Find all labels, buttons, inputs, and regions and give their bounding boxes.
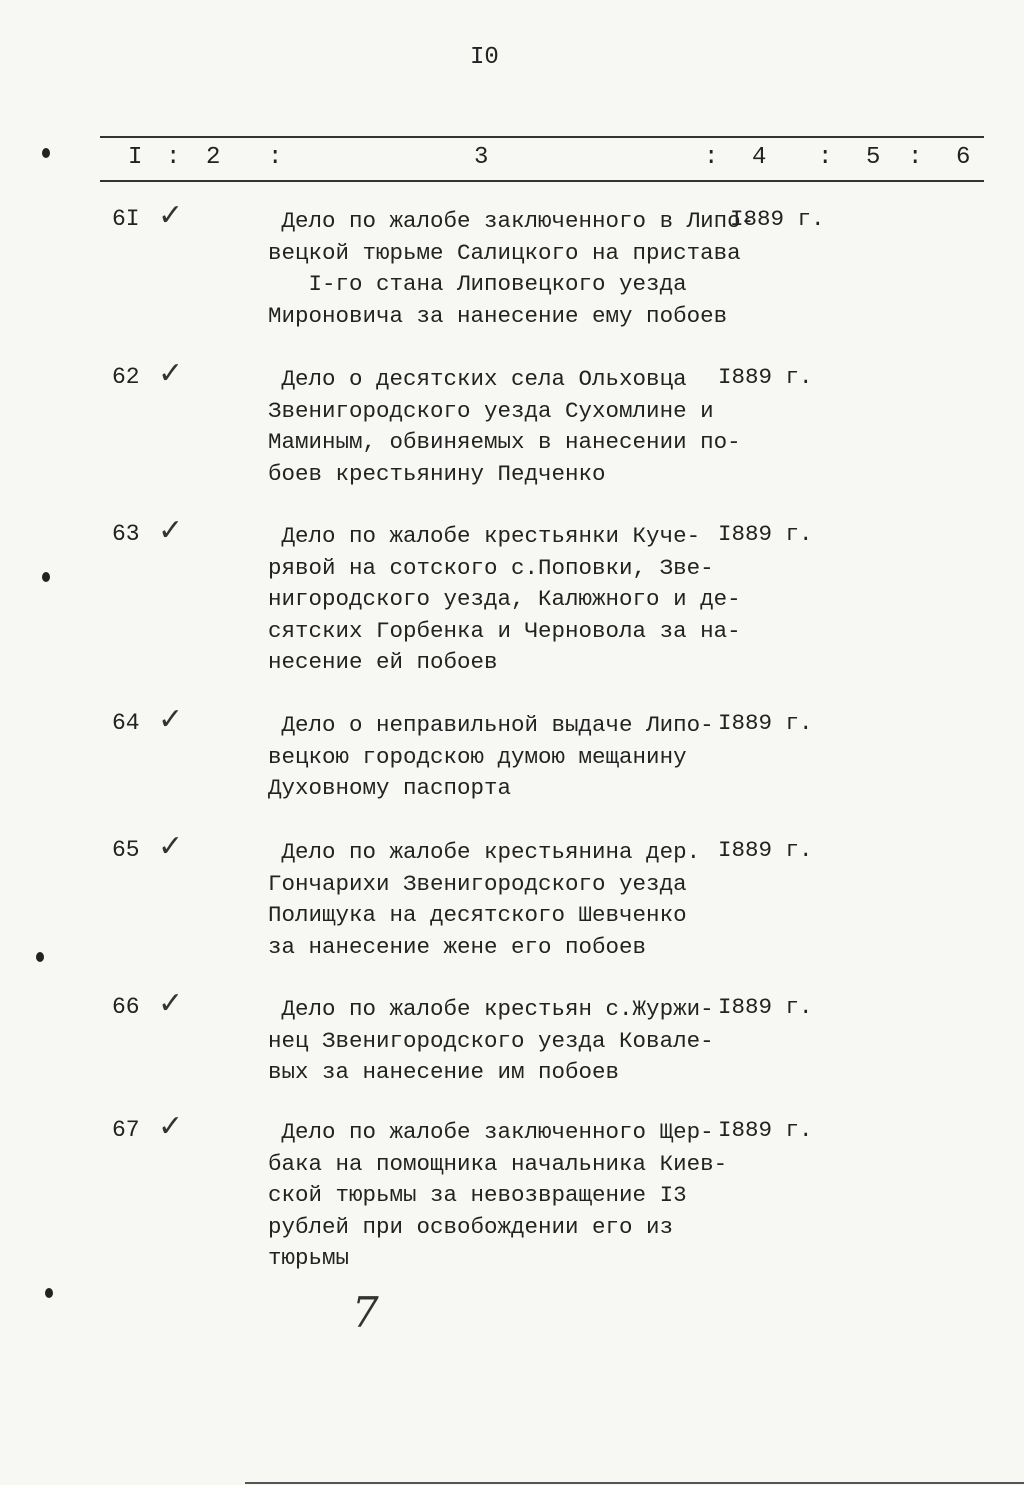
column-separator: : (704, 144, 719, 171)
case-description (268, 710, 714, 805)
description-line: тюрьмы (268, 1245, 350, 1271)
checkmark-icon: ✓ (158, 356, 184, 391)
case-description (268, 994, 714, 1089)
checkmark-icon: ✓ (158, 986, 184, 1021)
handwritten-mark: 7 (352, 1288, 379, 1337)
case-description (268, 521, 741, 679)
case-year: I889 г. (718, 1117, 813, 1143)
description-line: Звенигородского уезда Сухомлине и (268, 397, 714, 424)
description-line: Дело о неправильной выдаче Липо- (268, 712, 714, 738)
description-line: Дело по жалобе крестьянина дер. (268, 839, 701, 865)
case-year: I889 г. (718, 994, 813, 1020)
description-line: Дело по жалобе заключенного Щер- (268, 1119, 714, 1145)
column-header-6: 6 (956, 144, 971, 171)
case-number: 67 (112, 1117, 140, 1143)
description-line: нец Звенигородского уезда Ковале- (268, 1027, 714, 1054)
description-line: ской тюрьмы за невозвращение I3 (268, 1182, 687, 1208)
table-header-top-rule (100, 136, 984, 138)
column-separator: : (818, 144, 833, 171)
description-line: Дело по жалобе крестьянки Куче- (268, 523, 701, 549)
checkmark-icon: ✓ (158, 1109, 184, 1144)
checkmark-icon: ✓ (158, 829, 184, 864)
punch-hole-icon (45, 1288, 53, 1298)
column-header-2: 2 (206, 144, 221, 171)
description-line: за нанесение жене его побоев (268, 933, 647, 960)
description-line: Мироновича за нанесение ему побоев (268, 302, 728, 329)
description-line: сятских Горбенка и Черновола за на- (268, 617, 741, 644)
case-year: I889 г. (718, 364, 813, 390)
case-number: 62 (112, 364, 140, 390)
description-line: нигородского уезда, Калюжного и де- (268, 586, 741, 612)
case-description (268, 364, 741, 490)
description-line: бака на помощника начальника Киев- (268, 1150, 728, 1177)
case-number: 65 (112, 837, 140, 863)
description-line: несение ей побоев (268, 649, 498, 675)
punch-hole-icon (42, 148, 50, 158)
case-year: I889 г. (718, 710, 813, 736)
description-line: рублей при освобождении его из (268, 1213, 674, 1240)
description-line: Дело о десятских села Ольховца (268, 366, 687, 392)
case-number: 6I (112, 206, 140, 232)
description-line: рявой на сотского с.Поповки, Зве- (268, 554, 714, 581)
case-description (268, 206, 754, 332)
case-year: I889 г. (718, 521, 813, 547)
case-number: 63 (112, 521, 140, 547)
column-header-1: I (128, 144, 143, 171)
page-number: I0 (470, 44, 499, 71)
case-year: I889 г. (718, 837, 813, 863)
description-line: Духовному паспорта (268, 775, 512, 801)
description-line: Гончарихи Звенигородского уезда (268, 870, 687, 897)
table-header-bottom-rule (100, 180, 984, 182)
description-line: I-го стана Липовецкого уезда (268, 271, 687, 297)
column-separator: : (908, 144, 923, 171)
punch-hole-icon (36, 952, 44, 962)
column-header-3: 3 (474, 144, 489, 171)
description-line: Дело по жалобе заключенного в Липо- (268, 208, 755, 234)
case-description (268, 837, 700, 963)
column-header-5: 5 (866, 144, 881, 171)
description-line: вецкой тюрьме Салицкого на пристава (268, 239, 741, 266)
checkmark-icon: ✓ (158, 513, 184, 548)
column-header-4: 4 (752, 144, 767, 171)
checkmark-icon: ✓ (158, 702, 184, 737)
column-separator: : (166, 144, 181, 171)
description-line: вецкою городскою думою мещанину (268, 743, 687, 770)
description-line: боев крестьянину Педченко (268, 460, 606, 487)
case-number: 66 (112, 994, 140, 1020)
description-line: Полищука на десятского Шевченко (268, 902, 687, 928)
case-description (268, 1117, 727, 1275)
description-line: вых за нанесение им побоев (268, 1059, 620, 1085)
page-bottom-edge (245, 1482, 1024, 1484)
column-separator: : (268, 144, 283, 171)
description-line: Дело по жалобе крестьян с.Журжи- (268, 996, 714, 1022)
checkmark-icon: ✓ (158, 198, 184, 233)
case-number: 64 (112, 710, 140, 736)
case-year: I889 г. (730, 206, 825, 232)
punch-hole-icon (42, 572, 50, 582)
description-line: Маминым, обвиняемых в нанесении по- (268, 429, 741, 455)
